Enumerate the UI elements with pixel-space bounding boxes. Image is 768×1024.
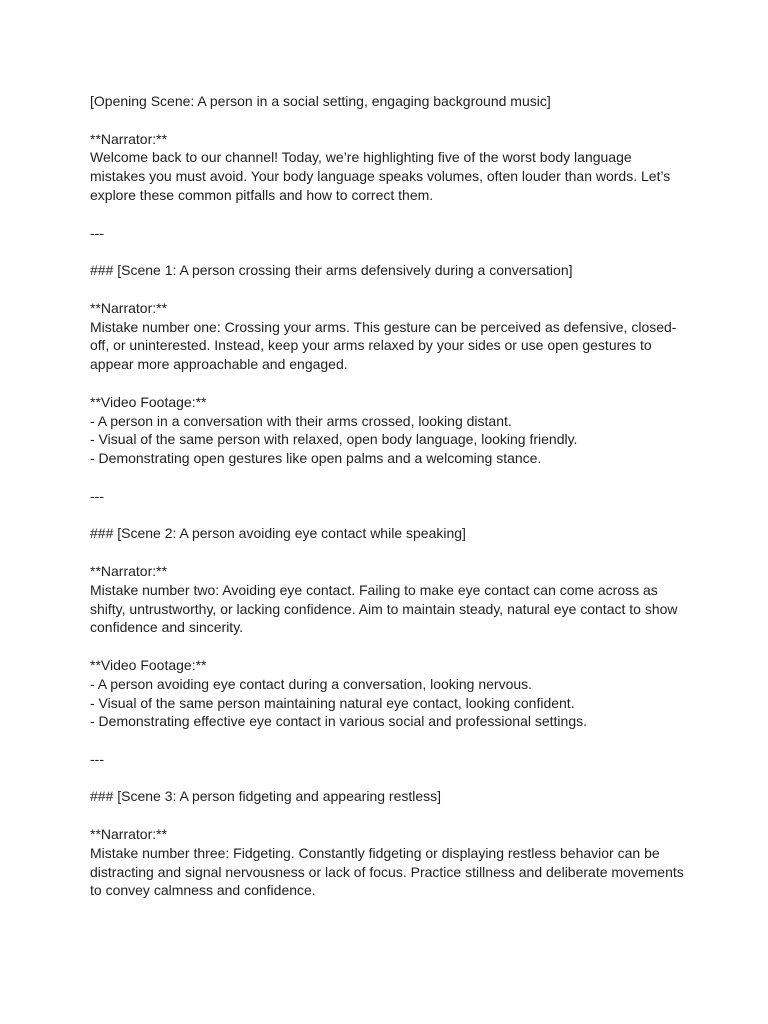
scene1-narrator-block <box>90 299 690 374</box>
scene1-footage-label: **Video Footage:** <box>90 393 207 410</box>
scene2-narrator-label: **Narrator:** <box>90 562 168 579</box>
opening-scene-block <box>90 92 690 111</box>
opening-scene-text: [Opening Scene: A person in a social setting, engaging background music] <box>90 93 551 109</box>
scene3-heading-block <box>90 787 690 806</box>
scene1-narrator-label: **Narrator:** <box>90 299 168 316</box>
scene1-heading: ### [Scene 1: A person crossing their arms defensively during a conversation] <box>90 262 573 279</box>
scene3-heading: ### [Scene 3: A person fidgeting and appearing restless] <box>90 788 442 805</box>
separator-3 <box>90 750 690 769</box>
scene2-footage-block <box>90 656 690 731</box>
intro-narrator-label: **Narrator:** <box>90 130 168 147</box>
separator-text: --- <box>90 487 104 504</box>
scene2-footage-label: **Video Footage:** <box>90 656 207 673</box>
scene2-heading: ### [Scene 2: A person avoiding eye contact while speaking] <box>90 525 466 542</box>
separator-2 <box>90 487 690 506</box>
scene1-footage-item: - Demonstrating open gestures like open palms and a welcoming stance. <box>90 450 542 467</box>
scene1-narration: Mistake number one: Crossing your arms. This gesture can be perceived as defensive, closed-off, or uninterested. Instead, keep your arms relaxed by your sides or use open gestures to appear more approachable and engaged. <box>90 318 677 373</box>
document-page <box>90 92 690 919</box>
separator-text: --- <box>90 224 104 241</box>
scene3-narration: Mistake number three: Fidgeting. Constantly fidgeting or displaying restless behavior can be distracting and signal nervousness or lack of focus. Practice stillness and deliberate movements to convey calmness and confidence. <box>90 844 684 899</box>
scene1-heading-block <box>90 261 690 280</box>
scene1-footage-block <box>90 393 690 468</box>
scene2-footage-item: - Visual of the same person maintaining natural eye contact, looking confident. <box>90 694 575 711</box>
scene3-narrator-block <box>90 825 690 900</box>
intro-block <box>90 130 690 205</box>
intro-narration: Welcome back to our channel! Today, we’re highlighting five of the worst body language mistakes you must avoid. Your body language speaks volumes, often louder than words. Let’s explore these common pitfalls and how to correct them. <box>90 149 671 203</box>
scene2-footage-item: - A person avoiding eye contact during a conversation, looking nervous. <box>90 675 533 692</box>
scene1-footage-item: - A person in a conversation with their arms crossed, looking distant. <box>90 412 512 429</box>
scene2-narration: Mistake number two: Avoiding eye contact. Failing to make eye contact can come across as shifty, untrustworthy, or lacking confidence. Aim to maintain steady, natural eye contact to show confidence and sincerity. <box>90 581 678 636</box>
scene1-footage-item: - Visual of the same person with relaxed, open body language, looking friendly. <box>90 431 578 448</box>
scene2-narrator-block <box>90 562 690 637</box>
scene2-heading-block <box>90 524 690 543</box>
scene2-footage-item: - Demonstrating effective eye contact in various social and professional settings. <box>90 713 587 730</box>
scene3-narrator-label: **Narrator:** <box>90 826 168 843</box>
separator-text: --- <box>90 750 104 767</box>
separator-1 <box>90 224 690 243</box>
